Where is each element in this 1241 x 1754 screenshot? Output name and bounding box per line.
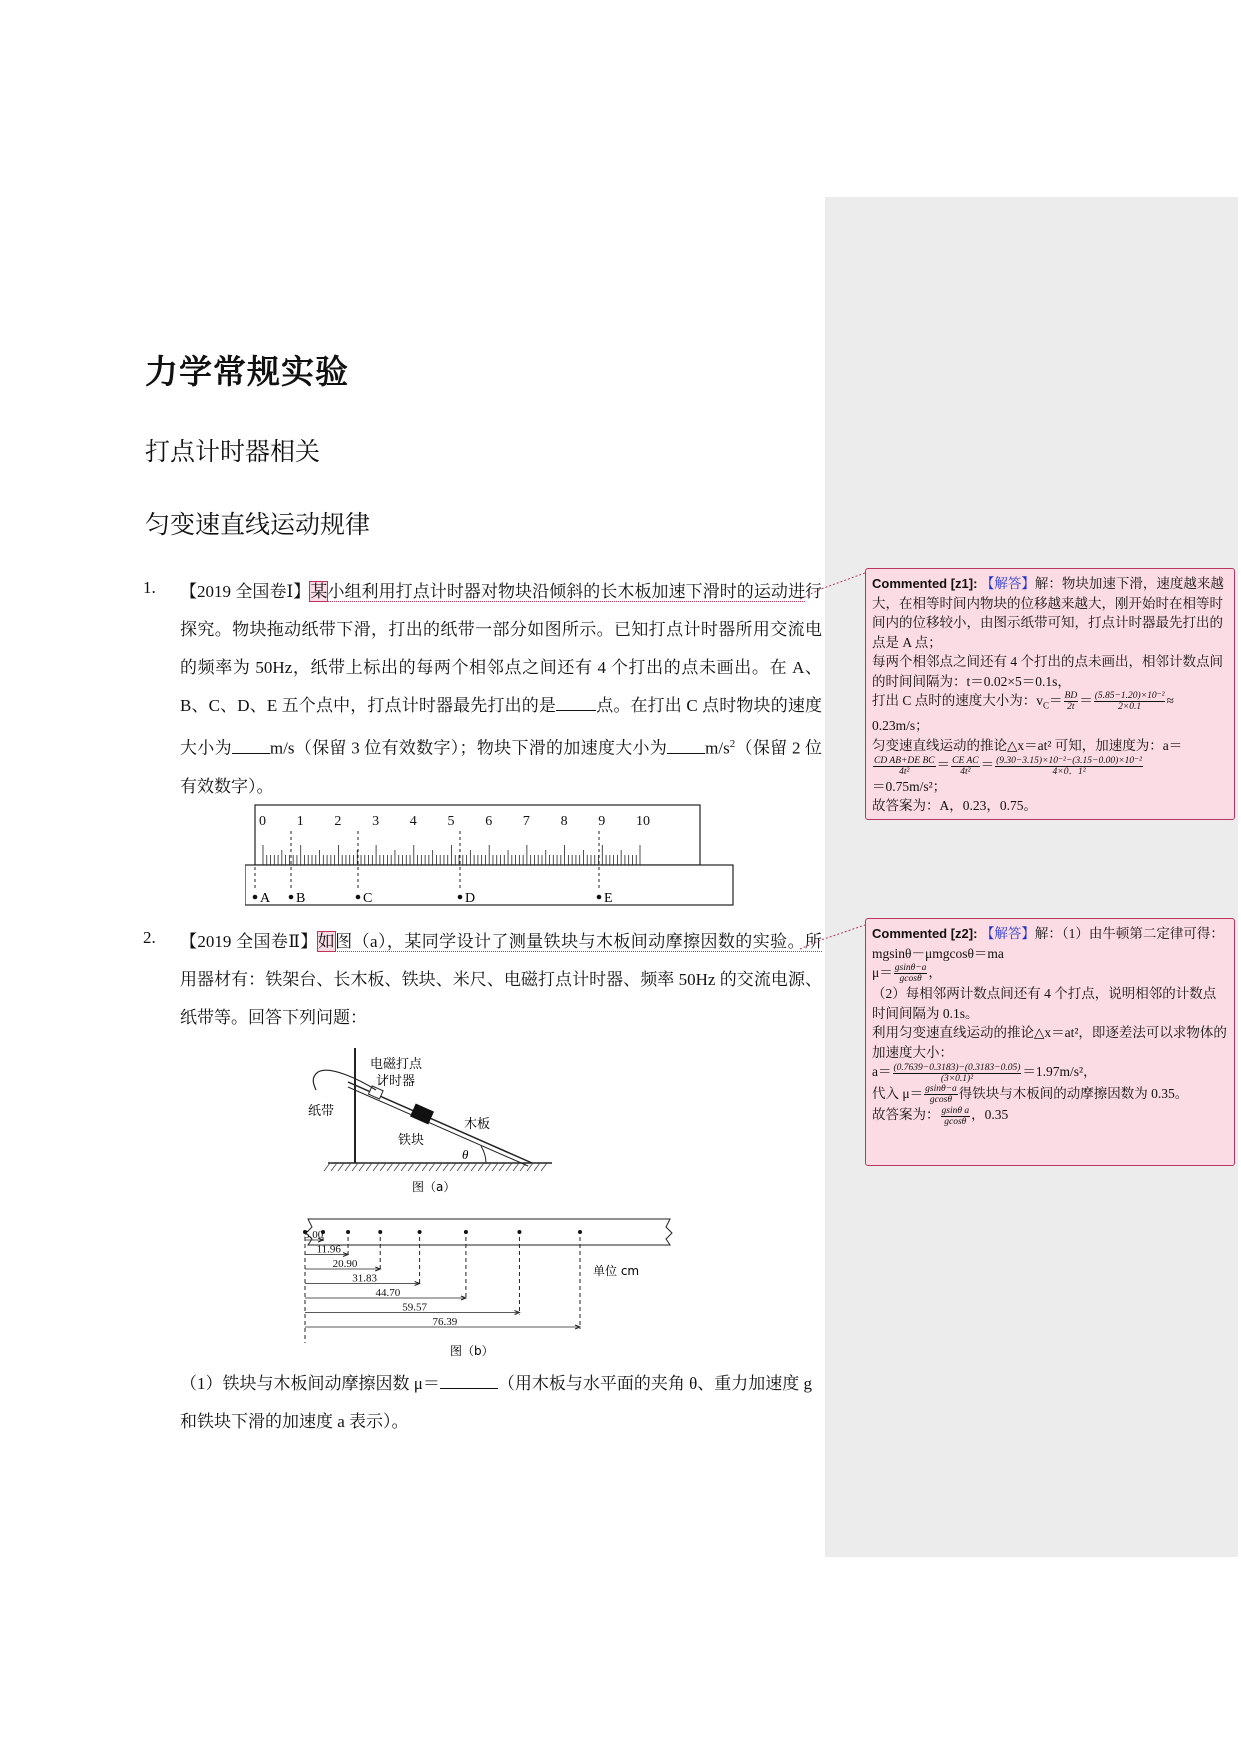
- comment-1-anchor-mark[interactable]: 某: [310, 582, 328, 601]
- tape-point-label: A: [260, 891, 271, 906]
- distance-label: 11.96: [316, 1243, 341, 1256]
- iron-block-icon: [410, 1104, 434, 1125]
- distance-label: 31.83: [352, 1272, 378, 1285]
- answer-blank-1[interactable]: [556, 692, 596, 711]
- timer-label: 电磁打点: [370, 1057, 423, 1072]
- distance-label: 44.70: [375, 1287, 401, 1299]
- angle-label: θ: [462, 1147, 469, 1162]
- tape-figure-b: [300, 1215, 680, 1360]
- question-1-first-line: 小组利用打点计时器对物块沿倾斜的长木板加速下滑时的运动进: [327, 582, 806, 601]
- timer-label-2: 计时器: [376, 1074, 416, 1089]
- tape-point: [289, 895, 294, 900]
- fraction: $\frac{(0.7639-0.3183)-(0.3183-0.05)}{\text{(3×0.1)²}}$: [893, 1062, 1021, 1084]
- comment-2-box[interactable]: Commented [z2]: 【解答】解：（1）由牛顿第二定律可得： mgsinθ－μmgcosθ＝ma μ＝ $\frac{gsin\theta-a}{gcos\theta}$ ， （2）每相邻两计数点间还有 4 个打点，说明相邻的计数点时间间隔为 0.1s。 利用匀变速直线运动的推论△x＝at²，即逐差法可以求物体的加速度大小： a＝ $\frac{(0.7639-0.3183)-(0.3183-0.05)}{\text{(3×0.1)²}}$ ＝1.97m/s²， 代入 μ＝ $\frac{gsin\theta-a}{gcos\theta}$ 得铁块与木板间的动摩擦因数为 0.35。 故答案为： $\frac{\text{gsinθ a}}{gcos\theta}$ ，0.35: [865, 918, 1235, 1166]
- question-2-sub-1: （1）铁块与木板间动摩擦因数 μ＝ （用木板与水平面的夹角 θ、重力加速度 g 和铁块下滑的加速度 a 表示）。: [180, 1365, 822, 1441]
- tape-b-point: [517, 1230, 521, 1234]
- ruler-number: 10: [636, 814, 650, 829]
- tape-b-point: [378, 1230, 382, 1234]
- distance-label: 59.57: [402, 1301, 427, 1314]
- distance-label: 76.39: [432, 1316, 458, 1328]
- ruler-number: 5: [447, 814, 455, 829]
- ruler-tape-figure: [245, 803, 735, 908]
- ruler-number: 6: [485, 814, 493, 829]
- comment-1-box[interactable]: Commented [z1]: 【解答】解：物块加速下滑，速度越来越大，在相等时间内物块的位移越来越大，刚开始时在相等时间内的位移较小，由图示纸带可知，打点计时器最先打出的点是 A 点； 每两个相邻点之间还有 4 个打出的点未画出，相邻计数点间的时间间隔为：t＝0.02×5＝0.1s， 打出 C 点时的速度大小为：$v_C=$ $\frac{BD}{2t}$ ＝ $\frac{\text{(5.85−1.20)×10⁻²}}{2\times 0.1}$ ≈ 0.23m/s； 匀变速直线运动的推论△x＝at² 可知，加速度为：a＝ $\frac{\text{CD AB+DE BC}}{\text{4t²}}$ ＝ $\frac{\text{CE AC}}{\text{4t²}}$ ＝ $\frac{\text{(9.30−3.15)×10⁻²−(3.15−0.00)×10⁻²}}{\text{4×0．1²}}$ ＝0.75m/s²； 故答案为：A，0.23，0.75。: [865, 568, 1235, 820]
- ruler-number: 8: [560, 814, 568, 829]
- question-1-number: 1.: [143, 578, 156, 597]
- unit-label: 单位 cm: [593, 1264, 640, 1278]
- ruler-number: 0: [259, 814, 266, 829]
- fraction: $\frac{\text{gsinθ a}}{gcos\theta}$: [941, 1105, 970, 1127]
- fraction: $\frac{\text{CD AB+DE BC}}{\text{4t²}}$: [874, 755, 935, 777]
- figure-a-caption: 图（a）: [412, 1180, 456, 1194]
- tape-point: [253, 895, 258, 900]
- ruler-number: 3: [372, 814, 380, 829]
- fraction: $\frac{BD}{2t}$: [1064, 691, 1078, 713]
- answer-blank-mu[interactable]: [440, 1370, 498, 1389]
- tape-point: [597, 895, 602, 900]
- tape-point: [458, 895, 463, 900]
- question-2-number: 2.: [143, 928, 156, 947]
- comment-2-anchor-mark[interactable]: 如: [317, 932, 336, 951]
- tape-b-point: [464, 1230, 468, 1234]
- ruler-number: 2: [334, 814, 342, 829]
- fraction: $\frac{\text{(9.30−3.15)×10⁻²−(3.15−0.00)×10⁻²}}{\text{4×0．1²}}$: [996, 755, 1143, 777]
- distance-label: 5.00: [304, 1229, 324, 1241]
- figure-b-caption: 图（b）: [450, 1344, 494, 1358]
- tape-point-label: D: [465, 891, 476, 906]
- question-2-text: 【2019 全国卷Ⅱ】如图（a），某同学设计了测量铁块与木板间动摩擦因数的实验。所用器材有：铁架台、长木板、铁块、米尺、电磁打点计时器、频率 50Hz 的交流电源、纸带等。回答下列问题：: [180, 932, 822, 1027]
- board-label: 木板: [464, 1117, 491, 1132]
- subsection-heading: 匀变速直线运动规律: [145, 510, 371, 539]
- tape-b-point: [346, 1230, 350, 1234]
- document-title: 力学常规实验: [145, 352, 349, 391]
- tape-b-point: [418, 1230, 422, 1234]
- section-heading: 打点计时器相关: [145, 437, 321, 466]
- comment-pane: [825, 197, 1238, 1557]
- block-label: 铁块: [398, 1133, 425, 1148]
- tape-point: [356, 895, 361, 900]
- incline-figure-a: [300, 1040, 560, 1200]
- fraction: $\frac{gsin\theta-a}{gcos\theta}$: [894, 963, 927, 985]
- tape-label: 纸带: [308, 1104, 335, 1119]
- tape-b-point: [578, 1230, 582, 1234]
- tape-point-label: C: [363, 891, 373, 906]
- ruler-number: 1: [296, 814, 304, 829]
- ruler-number: 4: [409, 814, 417, 829]
- fraction: $\frac{\text{CE AC}}{\text{4t²}}$: [952, 755, 979, 777]
- question-1-text: 【2019 全国卷Ⅰ】某小组利用打点计时器对物块沿倾斜的长木板加速下滑时的运动进行探究。物块拖动纸带下滑，打出的纸带一部分如图所示。已知打点计时器所用交流电的频率为 50Hz，纸带上标出的每两个相邻点之间还有 4 个打出的点未画出。在 A、B、C、D、E 五个点中，打点计时器最先打出的是 点。在打出 C 点时物块的速度大小为 m/s（保留 3 位有效数字）；物块下滑的加速度大小为 $m/s^2$（保留 2 位有效数字）。: [180, 582, 823, 796]
- fraction: $\frac{gsin\theta-a}{gcos\theta}$: [925, 1084, 957, 1106]
- question-1-source: 【2019 全国卷Ⅰ】: [180, 582, 311, 601]
- question-2-source: 【2019 全国卷Ⅱ】: [180, 932, 318, 951]
- ruler-number: 7: [522, 814, 530, 829]
- question-2-first-line: 图（a），某同学设计了测量铁块与木板间动摩擦因数的实验。所: [335, 932, 822, 951]
- fraction: $\frac{\text{(5.85−1.20)×10⁻²}}{2\times 0.1}$: [1094, 691, 1165, 713]
- tape-point-label: B: [296, 891, 306, 906]
- ruler-number: 9: [598, 814, 606, 829]
- answer-blank-2[interactable]: [232, 735, 270, 754]
- tape-point-label: E: [604, 891, 613, 906]
- answer-blank-3[interactable]: [667, 735, 705, 754]
- distance-label: 20.90: [332, 1258, 358, 1270]
